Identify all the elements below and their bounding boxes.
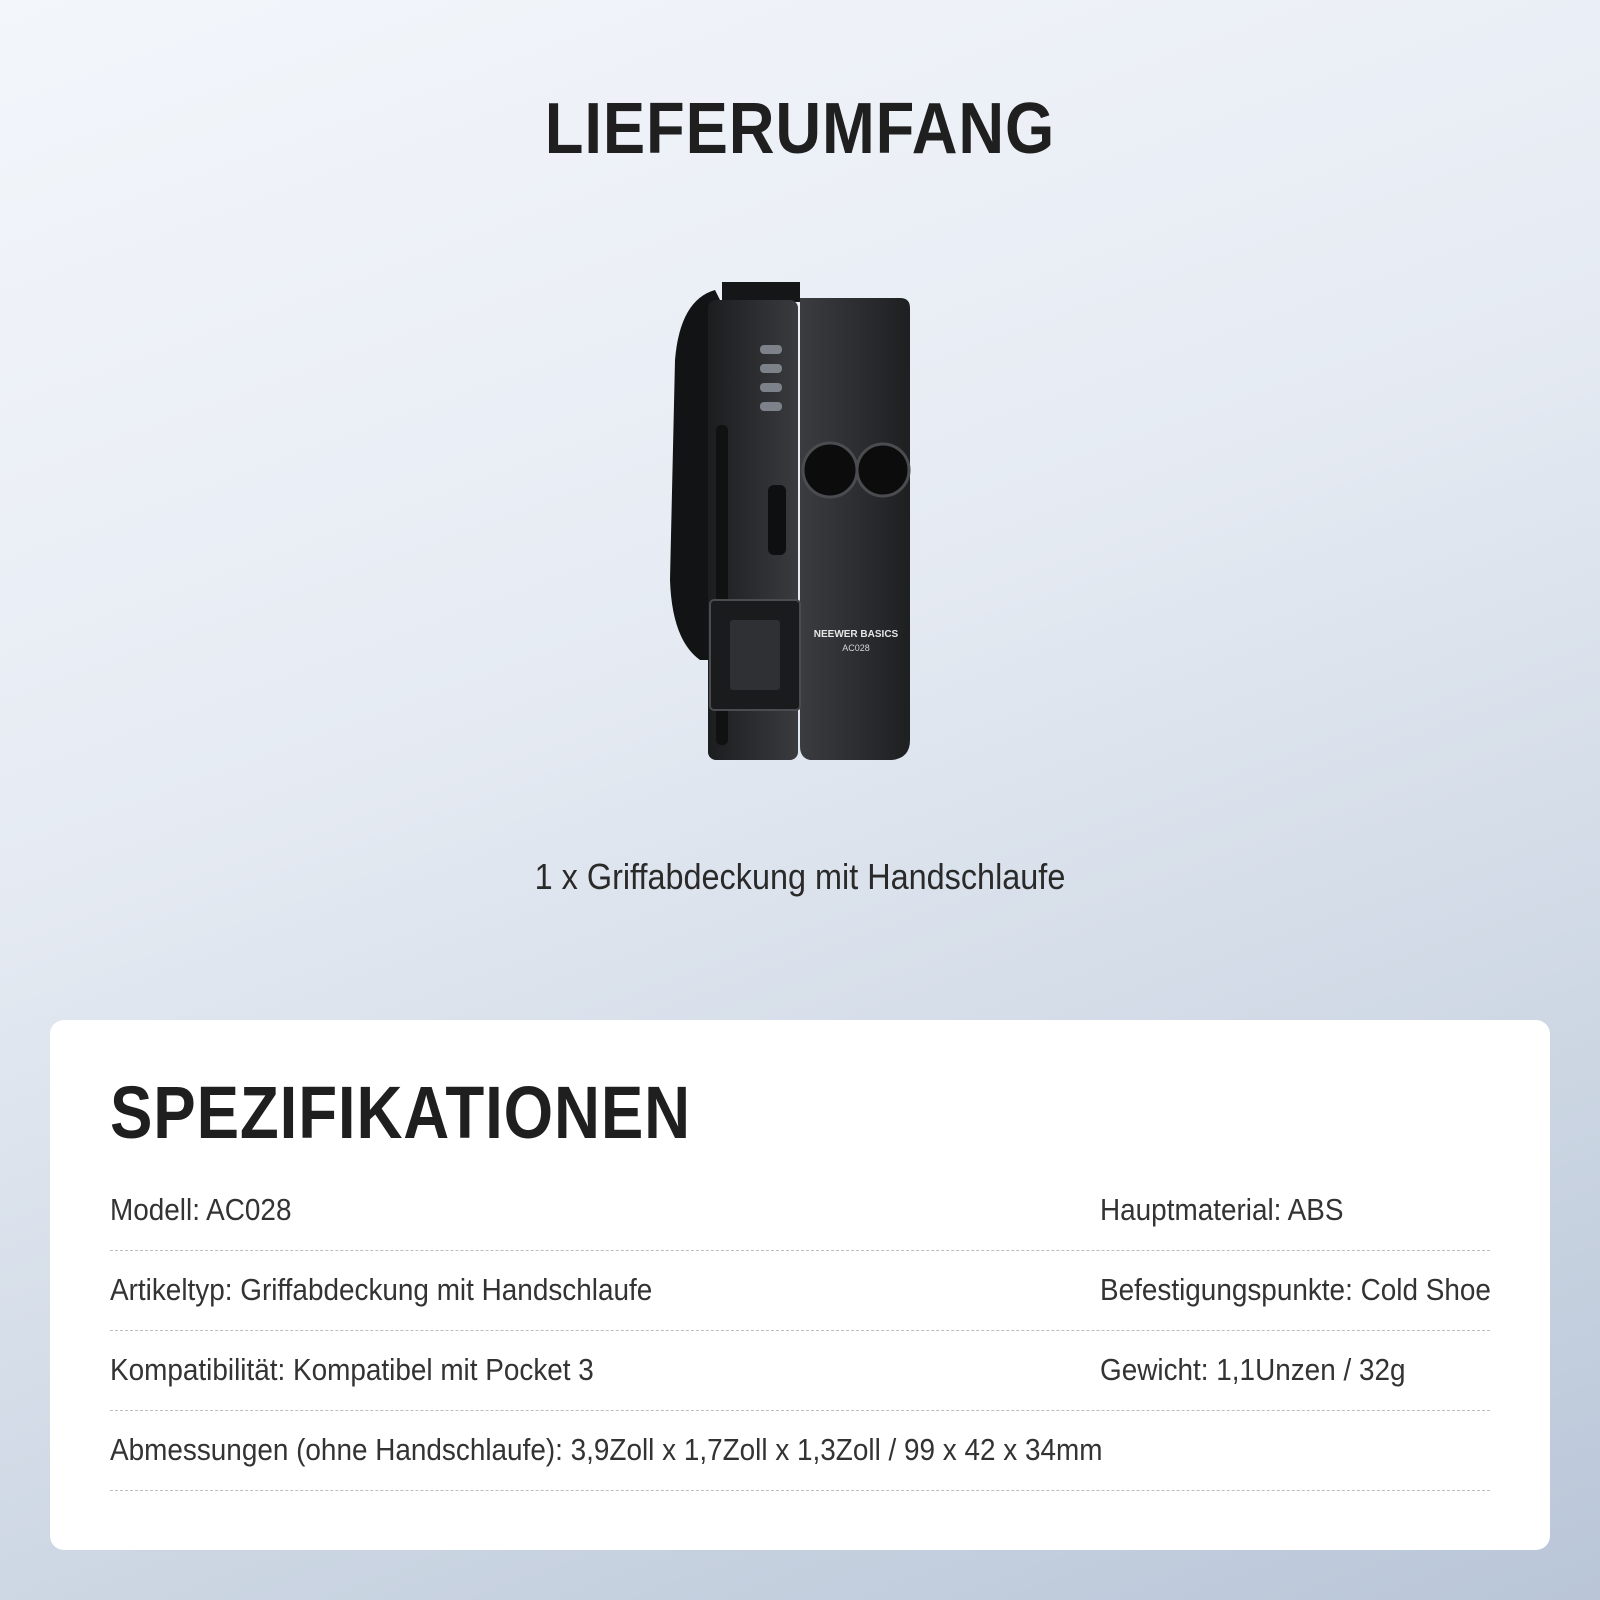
spec-row <box>110 1170 1490 1251</box>
spec-weight: Gewicht: 1,1Unzen / 32g <box>1100 1352 1406 1387</box>
spec-row <box>110 1330 1490 1411</box>
vent-slot <box>760 364 782 373</box>
spec-row <box>110 1250 1490 1331</box>
vent-slot <box>760 383 782 392</box>
port-slot <box>768 485 786 555</box>
product-caption: 1 x Griffabdeckung mit Handschlaufe <box>534 856 1066 897</box>
spec-row <box>110 1410 1490 1491</box>
spec-dimensions: Abmessungen (ohne Handschlaufe): 3,9Zoll x 1,7Zoll x 1,3Zoll / 99 x 42 x 34mm <box>110 1432 1103 1467</box>
vent-slot <box>760 402 782 411</box>
page-title: LIEFERUMFANG <box>544 89 1056 169</box>
model-engraving: AC028 <box>842 643 870 653</box>
spec-mounting-points: Befestigungspunkte: Cold Shoe <box>1100 1272 1491 1307</box>
grip-cover-product-image <box>660 280 940 780</box>
brand-engraving: NEEWER BASICS <box>813 629 899 640</box>
spec-item-type: Artikeltyp: Griffabdeckung mit Handschlaufe <box>110 1272 653 1307</box>
spec-model: Modell: AC028 <box>110 1192 292 1227</box>
specifications-title: SPEZIFIKATIONEN <box>110 1071 691 1154</box>
grip-body <box>800 298 910 760</box>
vent-slot <box>760 345 782 354</box>
specifications-card <box>50 1020 1550 1550</box>
spec-material: Hauptmaterial: ABS <box>1100 1192 1344 1227</box>
spec-compatibility: Kompatibilität: Kompatibel mit Pocket 3 <box>110 1352 594 1387</box>
